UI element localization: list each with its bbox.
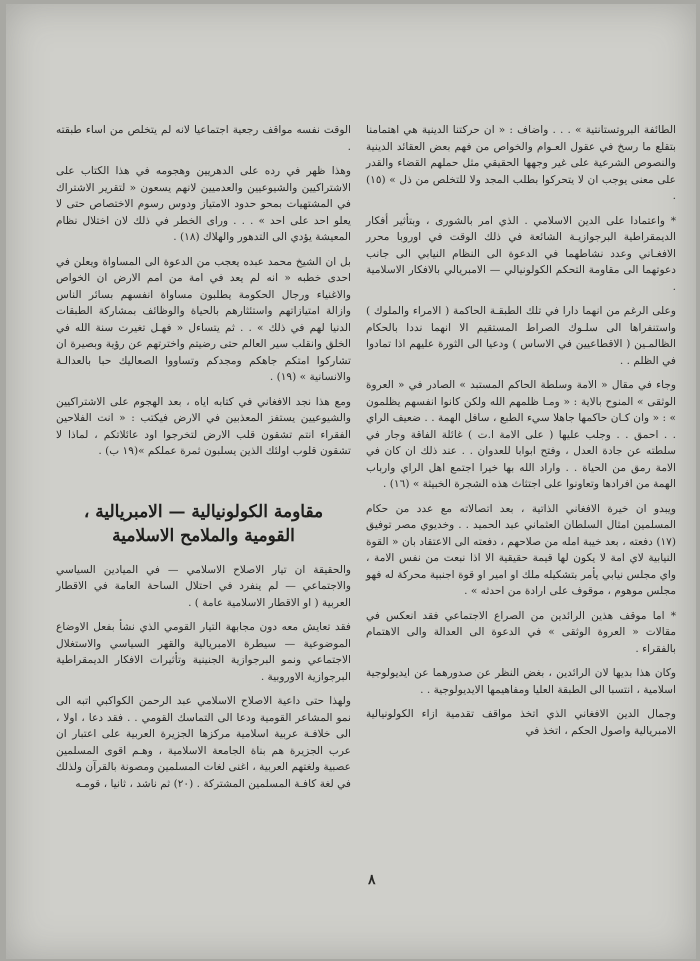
paragraph: الطائفة البروتستانتية » . . . واضاف : « ان حركتنا الدينية هي اهتمامنا بتقلع ما رسخ في عقول العـوام والخواص من فهم بعض العقائد الدينية والنصوص الشرعية على غير وجهها الحقيقي مثل حملهم القضاء والقدر على معنى يوجب ان لا يتحركوا بطلب المجد ولا للتخلص من ذل » (١٥) . <box>366 124 676 202</box>
paragraph: الوقت نفسه مواقف رجعية اجتماعيا لانه لم يتخلص من اساء طبقته . <box>56 124 351 153</box>
paragraph: وجمال الدين الافغاني الذي اتخذ مواقف تقدمية ازاء الكولونيالية الامبريالية واصول الحكم ، اتخذ في <box>366 708 676 737</box>
paragraph: * اما موقف هذين الرائدين من الصراع الاجتماعي فقد انعكس في مقالات « العروة الوثقى » في الدعوة الى العدالة والى الاهتمام بالفقراء . <box>366 609 676 655</box>
paragraph: وجاء في مقال « الامة وسلطة الحاكم المستبد » الصادر في « العروة الوثقى » المنوح بالاية : « ومـا ظلمهم الله ولكن كانوا انفسهم يظلمون » : « وان كـان حاكمها جاهلا سيء الطبع ، سافل الهمة . . ضعيف الراي . . احمق . . وجلب عليها ( على الامة ا.ت ) غائلة الفاقة وجار في سلطته عن جادة العدل ، وفتح ابوابا للعدوان . . عند ذلك ان كان في الامة رمق من الحياة . . واراد الله بها خيرا اجتمع اهل الراي وارباب الهمة من افرادها وتعاونوا على اجتثاث هذه الشجرة الخبيثة » (١٦) . <box>366 379 676 490</box>
paragraph: * واعتمادا على الدين الاسلامي . الذي امر بالشورى ، وبتأثير أفكار الديمقراطية البرجوازيـة الشائعة في ذلك الوقت في اوروبا محرر الافغـاني وعدد نشاطهما في الدعوة الى النظام النيابي الى جانب دعوتهما الى مقاومة التحكم الكولونيالي — الامبريالي بالافكار الاسلامية . <box>366 214 676 293</box>
paragraph: فقد تعايش معه دون مجابهة التيار القومي الذي نشأ بفعل الاوضاع الموضوعية — سيطرة الامبريالية والقهر السياسي والاستغلال الاجتماعي ونمو البرجوازية الجنينية وتأثيرات الافكار الديمقراطية البرجوازية الاوروبية . <box>56 621 351 683</box>
paragraph: وكان هذا بديها لان الرائدين ، بغض النظر عن صدورهما عن ايديولوجية اسلامية ، انتسبا الى الطبقة العليا ومفاهيمها الايديولوجية . . <box>366 667 676 696</box>
paragraph: ومع هذا نجد الافغاني في كتابه اياه ، بعد الهجوم على الاشتراكيين والشيوعيين يستفز المعذبين في الارض فيكتب : « انت الفلاحين الفقراء انتم تشقون قلب الارض لتخرجوا اود عائلاتكم ، لماذا لا تشقون قلوب اولئك الذين يسلبون ثمرة عملكم »(١٩ ب) . <box>56 395 351 457</box>
paragraph: ولهذا حتى داعية الاصلاح الاسلامي عبد الرحمن الكواكبي اتبه الى نمو المشاعر القومية ودعا الى التماسك القومي . . فقد دعا ، اولا ، الى خلافـة عربية اسلامية مركزها الجزيرة العربية على اعتبار ان عرب الجزيرة هم بناة الجامعة الاسلامية ، وهـم اقوى المسلمين عصبية ولغتهم العربية ، اغنى لغات المسلمين ومصونة بالقرآن ولذلك في لغة كافـة المسلمين المشتركة . (٢٠) ثم ناشد ، ثانيا ، قومـه <box>55 695 351 790</box>
left-column <box>56 122 351 800</box>
page-number: ٨ <box>368 872 376 888</box>
paragraph: وعلى الرغم من انهما دارا في تلك الطبقـة الحاكمة ( الامراء والملوك ) واستنفراها الى سلـوك الصراط المستقيم الا انهما نددا بالحكام الظالمـين ( الاقطاعيين في الاساس ) ودعيا الى الثورة عليهم اذا تمادوا في الظلم . . <box>366 305 676 367</box>
paragraph: بل ان الشيخ محمد عبده يعجب من الدعوة الى المساواة ويعلن في احدى خطبه « انه لم يعد في امة من امم الارض ان الخواص والاغنياء ورجال الحكومة يطلبون مساواة انفسهم بسائر الناس وازالة امتيازاتهم واستئثارهم بالحياة والوظائف بمشاركة الطبقات الدنيا لهم في ذلك » . . ثم يتساءل « فهـل تغيرت سنة الله في الخلق وانقلب سير العالم حتى رضيتم واخترتهم عن رؤية وبصيرة ان تشاركوا امتكم جاهكم ومجدكم وتساووا الصعاليك حبا بالعدالـة والانسانية » (١٩) . <box>56 255 351 383</box>
paragraph: ويبدو ان خيرة الافغاني الذاتية ، بعد اتصالاته مع عدد من حكام المسلمين امثال السلطان العثماني عبد الحميد . . وخديوي مصر توفيق (١٧) دفعته ، بعد خيبة امله من صلاحهم ، دفعته الى الاعتقاد بان « القوة النيابية لاي امة لا يكون لها قيمة حقيقية الا اذا نبعت من نفس الامة ، واي مجلس نيابي يأمر بتشكيله ملك او امير او قوة اجنبية محركة له فهو مجلس موهوم ، موقوف على ارادة من احدثه » . <box>366 502 676 597</box>
document-page <box>6 4 696 959</box>
paragraph: وهذا ظهر في رده على الدهريين وهجومه في هذا الكتاب على الاشتراكيين والشيوعيين والعدميين لانهم يسعون « لتقرير الاشتراك في المشتهيات بمحو حدود الامتياز ودوس رسوم الاختصاص حتى لا يعلو احد على احد » . . . وراى الخطر في ذلك لان اختلال نظام المعيشة يؤدي الى التدهور والهلاك (١٨) . <box>56 165 351 243</box>
paragraph: والحقيقة ان تيار الاصلاح الاسلامي — في الميادين السياسي والاجتماعي — لم ينفرد في احتلال الساحة العامة في الاقطار العربية ( او الاقطار الاسلامية عامة ) . <box>56 563 351 609</box>
right-column <box>366 122 676 747</box>
section-heading: مقاومة الكولونيالية — الامبريالية ، القومية والملامح الاسلامية <box>83 501 324 546</box>
